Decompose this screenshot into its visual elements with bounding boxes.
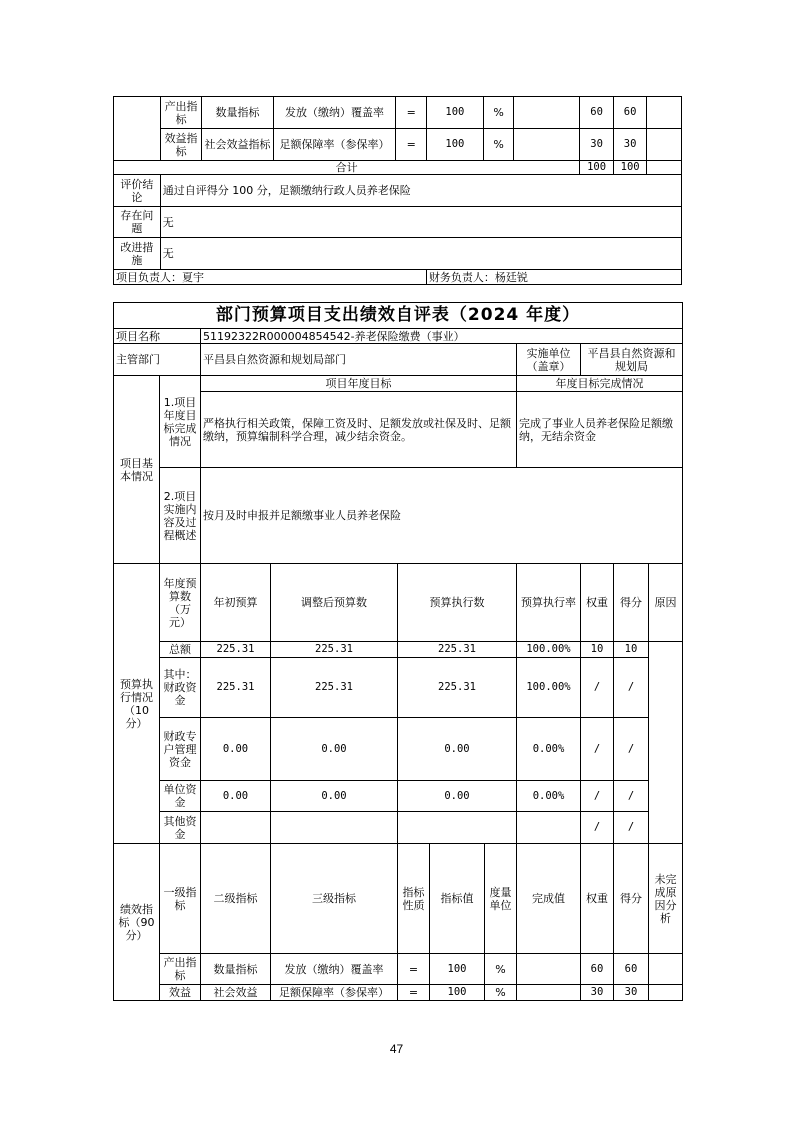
project-manager: 项目负责人：夏宇 [114, 270, 427, 285]
level2-header: 二级指标 [201, 844, 271, 954]
level1-header: 一级指标 [160, 844, 201, 954]
initial-budget: 0.00 [201, 718, 271, 781]
indicator-nature: = [396, 129, 426, 161]
indicator-value: 100 [426, 129, 483, 161]
page-number: 47 [389, 1042, 404, 1056]
table-row [114, 781, 683, 812]
blank-cell [647, 129, 682, 161]
indicator-nature: = [398, 954, 430, 985]
table-row [114, 954, 683, 985]
adjusted-budget-header: 调整后预算数 [271, 564, 398, 642]
level2-indicator: 社会效益 [201, 985, 271, 1001]
blank-cell [649, 985, 683, 1001]
indicator-weight: 30 [580, 129, 614, 161]
reason-cell [649, 642, 683, 844]
total-label: 合计 [114, 161, 580, 175]
indicator-weight: 60 [581, 954, 614, 985]
top-indicator-table [113, 96, 682, 285]
finance-manager: 财务负责人：杨廷锐 [426, 270, 681, 285]
adjusted-budget: 225.31 [271, 658, 398, 718]
department-row [114, 344, 683, 376]
goal-header-row [114, 376, 683, 392]
budget-row-label: 其他资金 [160, 812, 201, 844]
blank-cell [647, 161, 682, 175]
value-header: 指标值 [430, 844, 485, 954]
execution-rate: 100.00% [517, 642, 581, 658]
level1-indicator: 产出指标 [160, 954, 201, 985]
perf-score-header: 得分 [614, 844, 649, 954]
perf-header-row [114, 844, 683, 954]
indicator-score: 60 [613, 97, 647, 129]
improvement-row [114, 238, 682, 270]
budget-score: / [614, 718, 649, 781]
adjusted-budget: 0.00 [271, 781, 398, 812]
level3-header: 三级指标 [271, 844, 398, 954]
adjusted-budget [271, 812, 398, 844]
score-header: 得分 [614, 564, 649, 642]
initial-budget: 225.31 [201, 658, 271, 718]
nature-header: 指标性质 [398, 844, 430, 954]
budget-row-label: 财政专户管理资金 [160, 718, 201, 781]
indicator-nature: = [396, 97, 426, 129]
adjusted-budget: 225.31 [271, 642, 398, 658]
self-evaluation-table [113, 302, 683, 1001]
indicator-actual [517, 954, 581, 985]
table-row [114, 97, 682, 129]
budget-score: / [614, 781, 649, 812]
unfinished-reason-header: 未完成原因分析 [649, 844, 683, 954]
table-row [114, 129, 682, 161]
impl-unit-label: 实施单位（盖章） [517, 344, 581, 376]
budget-weight: / [581, 781, 614, 812]
actual-header: 完成值 [517, 844, 581, 954]
completion-header: 年度目标完成情况 [517, 376, 683, 392]
improvement-label: 改进措施 [114, 238, 161, 270]
impl-overview-label: 2.项目实施内容及过程概述 [160, 468, 201, 564]
total-weight: 100 [580, 161, 614, 175]
signature-row [114, 270, 682, 285]
executed-budget: 0.00 [398, 718, 517, 781]
level1-indicator: 效益 [160, 985, 201, 1001]
level1-indicator: 产出指标 [160, 97, 202, 129]
indicator-actual [514, 129, 580, 161]
project-name: 51192322R000004854542-养老保险缴费（事业） [201, 329, 683, 344]
budget-score: 10 [614, 642, 649, 658]
dept-label: 主管部门 [114, 344, 201, 376]
table-row [114, 985, 683, 1001]
level3-indicator: 足额保障率（参保率） [273, 129, 396, 161]
indicator-value: 100 [426, 97, 483, 129]
budget-row-label: 其中：财政资金 [160, 658, 201, 718]
total-score: 100 [613, 161, 647, 175]
initial-budget: 225.31 [201, 642, 271, 658]
impl-overview-text: 按月及时申报并足额缴事业人员养老保险 [201, 468, 683, 564]
budget-row-label: 单位资金 [160, 781, 201, 812]
indicator-unit: % [483, 129, 513, 161]
evaluation-text: 通过自评得分 100 分，足额缴纳行政人员养老保险 [160, 175, 681, 207]
indicator-value: 100 [430, 985, 485, 1001]
indicator-unit: % [483, 97, 513, 129]
basic-info-label: 项目基本情况 [114, 376, 160, 564]
initial-budget: 0.00 [201, 781, 271, 812]
level2-indicator: 社会效益指标 [202, 129, 273, 161]
indicator-score: 30 [613, 129, 647, 161]
indicator-unit: % [485, 954, 517, 985]
indicator-weight: 60 [580, 97, 614, 129]
initial-budget-header: 年初预算 [201, 564, 271, 642]
evaluation-label: 评价结论 [114, 175, 161, 207]
table-row [114, 812, 683, 844]
executed-budget: 225.31 [398, 642, 517, 658]
goal-header: 项目年度目标 [201, 376, 517, 392]
level3-indicator: 发放（缴纳）覆盖率 [271, 954, 398, 985]
perf-weight-header: 权重 [581, 844, 614, 954]
impl-overview-row [114, 468, 683, 564]
indicator-score: 30 [614, 985, 649, 1001]
execution-rate-header: 预算执行率 [517, 564, 581, 642]
executed-budget: 225.31 [398, 658, 517, 718]
adjusted-budget: 0.00 [271, 718, 398, 781]
budget-header-row [114, 564, 683, 642]
issues-label: 存在问题 [114, 207, 161, 238]
goal-text: 严格执行相关政策，保障工资及时、足额发放或社保及时、足额缴纳，预算编制科学合理，减少结余资金。 [201, 392, 517, 468]
table-row [114, 718, 683, 781]
budget-row-label: 总额 [160, 642, 201, 658]
indicator-actual [517, 985, 581, 1001]
indicator-score: 60 [614, 954, 649, 985]
title-row [114, 303, 683, 329]
impl-unit: 平昌县自然资源和规划局 [581, 344, 683, 376]
level2-indicator: 数量指标 [202, 97, 273, 129]
budget-score: / [614, 658, 649, 718]
level1-indicator: 效益指标 [160, 129, 202, 161]
completion-text: 完成了事业人员养老保险足额缴纳，无结余资金 [517, 392, 683, 468]
level3-indicator: 发放（缴纳）覆盖率 [273, 97, 396, 129]
issues-text: 无 [160, 207, 681, 238]
total-row [114, 161, 682, 175]
executed-budget-header: 预算执行数 [398, 564, 517, 642]
budget-label: 预算执行情况（10分） [114, 564, 160, 844]
table-row [114, 642, 683, 658]
budget-weight: / [581, 658, 614, 718]
budget-score: / [614, 812, 649, 844]
evaluation-row [114, 175, 682, 207]
blank-cell [114, 97, 161, 161]
execution-rate: 100.00% [517, 658, 581, 718]
table-row [114, 658, 683, 718]
perf-label: 绩效指标（90分） [114, 844, 160, 1001]
initial-budget [201, 812, 271, 844]
blank-cell [649, 954, 683, 985]
execution-rate: 0.00% [517, 781, 581, 812]
blank-cell [647, 97, 682, 129]
indicator-weight: 30 [581, 985, 614, 1001]
indicator-actual [514, 97, 580, 129]
page-title: 部门预算项目支出绩效自评表（2024 年度） [114, 303, 683, 329]
level2-indicator: 数量指标 [201, 954, 271, 985]
improvement-text: 无 [160, 238, 681, 270]
executed-budget: 0.00 [398, 781, 517, 812]
indicator-value: 100 [430, 954, 485, 985]
execution-rate: 0.00% [517, 718, 581, 781]
indicator-nature: = [398, 985, 430, 1001]
indicator-unit: % [485, 985, 517, 1001]
budget-weight: 10 [581, 642, 614, 658]
budget-weight: / [581, 812, 614, 844]
issues-row [114, 207, 682, 238]
unit-header: 度量单位 [485, 844, 517, 954]
reason-header: 原因 [649, 564, 683, 642]
level3-indicator: 足额保障率（参保率） [271, 985, 398, 1001]
weight-header: 权重 [581, 564, 614, 642]
executed-budget [398, 812, 517, 844]
budget-amount-header: 年度预算数（万元） [160, 564, 201, 642]
project-name-row [114, 329, 683, 344]
dept-name: 平昌县自然资源和规划局部门 [201, 344, 517, 376]
project-name-label: 项目名称 [114, 329, 201, 344]
execution-rate [517, 812, 581, 844]
budget-weight: / [581, 718, 614, 781]
goal-label: 1.项目年度目标完成情况 [160, 376, 201, 468]
